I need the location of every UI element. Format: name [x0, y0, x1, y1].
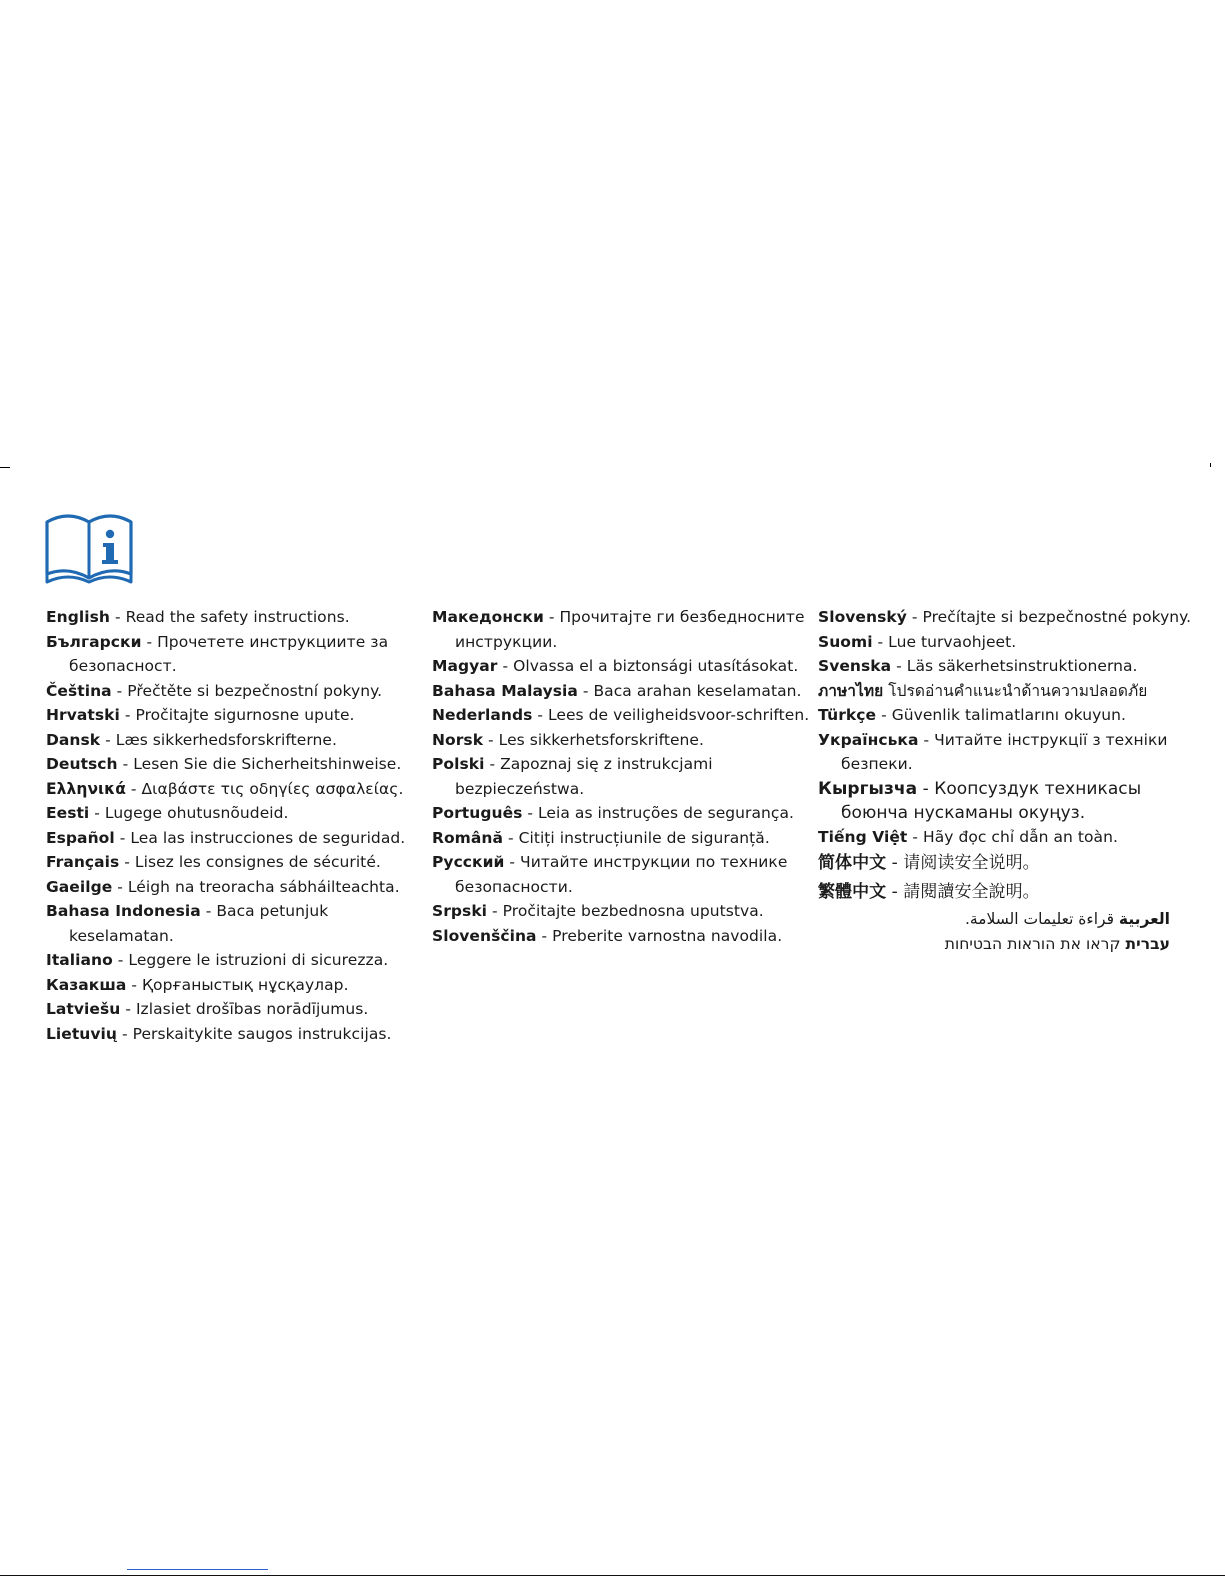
language-name: Українська [818, 730, 919, 749]
instruction-text: - Les sikkerhetsforskriftene. [483, 730, 704, 749]
instruction-text: - Přečtěte si bezpečnostní pokyny. [111, 681, 383, 700]
language-name: Кыргызча [818, 778, 918, 799]
instruction-text: - Preberite varnostna navodila. [536, 926, 783, 945]
entry-slovak [818, 605, 1198, 630]
language-name: Suomi [818, 632, 873, 651]
instruction-text: - Güvenlik talimatlarını okuyun. [876, 706, 1127, 724]
instruction-text: - Izlasiet drošības norādījumus. [120, 1000, 369, 1018]
entry-norwegian [432, 728, 812, 753]
language-name: Srpski [432, 902, 488, 920]
entry-greek [46, 777, 426, 802]
instruction-text: قراءة تعليمات السلامة. [964, 910, 1119, 928]
entry-latvian [46, 997, 426, 1022]
instruction-text: - Lesen Sie die Sicherheitshinweise. [117, 755, 402, 773]
entry-bulgarian [46, 630, 426, 679]
language-column-3 [818, 605, 1198, 956]
entry-indonesian [46, 899, 426, 948]
instruction-text: - Læs sikkerhedsforskrifterne. [100, 730, 337, 749]
instruction-text: - 請閱讀安全說明。 [886, 882, 1040, 902]
language-name: Slovenský [818, 608, 907, 626]
language-name: Русский [432, 853, 505, 871]
language-name: Magyar [432, 657, 498, 675]
language-name: Română [432, 828, 503, 847]
instruction-text: - Қорғаныстық нұсқаулар. [126, 975, 349, 994]
language-name: Tiếng Việt [818, 827, 908, 846]
entry-traditional-chinese [818, 878, 1198, 907]
entry-finnish [818, 630, 1198, 655]
entry-czech [46, 679, 426, 704]
entry-malay [432, 679, 812, 704]
entry-kyrgyz [818, 777, 1198, 825]
language-column-1 [46, 605, 426, 1046]
language-name: Português [432, 804, 523, 822]
entry-italian [46, 948, 426, 973]
language-name: ภาษาไทย [818, 681, 884, 700]
entry-simplified-chinese [818, 849, 1198, 878]
language-name: Latviešu [46, 1000, 121, 1018]
language-name: 繁體中文 [818, 882, 887, 902]
instruction-text: - Lue turvaohjeet. [872, 632, 1017, 651]
language-name: Bahasa Indonesia [46, 902, 201, 920]
entry-russian [432, 850, 812, 899]
language-name: Eesti [46, 804, 90, 822]
language-name: Čeština [46, 681, 112, 700]
language-name: Français [46, 853, 120, 871]
entry-kazakh [46, 973, 426, 998]
language-name: Nederlands [432, 706, 533, 724]
language-name: العربية [1118, 910, 1170, 928]
language-name: Polski [432, 755, 485, 773]
entry-thai [818, 679, 1198, 704]
instruction-text: - Lugege ohutusnõudeid. [89, 804, 289, 822]
entry-danish [46, 728, 426, 753]
instruction-text: - Pročitajte sigurnosne upute. [119, 706, 355, 724]
entry-irish [46, 875, 426, 900]
language-name: Български [46, 632, 142, 651]
language-name: Македонски [432, 608, 544, 626]
entry-english [46, 605, 426, 630]
language-name: עברית [1125, 934, 1170, 953]
entry-lithuanian [46, 1022, 426, 1047]
entry-german [46, 752, 426, 777]
footer-rule [0, 1575, 1225, 1576]
entry-slovenian [432, 924, 812, 949]
entry-turkish [818, 703, 1198, 728]
footer-link-underline [127, 1569, 268, 1570]
entry-dutch [432, 703, 812, 728]
instruction-text: - Прочитајте ги безбедносните инструкции. [455, 608, 805, 651]
instruction-text: - Prečítajte si bezpečnostné pokyny. [906, 608, 1192, 626]
instruction-text: - Hãy đọc chỉ dẫn an toàn. [907, 827, 1118, 846]
instruction-text: - Читайте инструкции по технике безопасности. [455, 853, 788, 896]
instruction-text: - Leia as instruções de segurança. [522, 804, 794, 822]
language-name: Español [46, 828, 115, 847]
language-name: Norsk [432, 730, 484, 749]
instruction-text: - Διαβάστε τις οδηγίες ασφαλείας. [125, 779, 404, 798]
language-name: Svenska [818, 657, 892, 675]
instruction-text: - Zapoznaj się z instrukcjami bezpieczeństwa. [455, 755, 713, 798]
instruction-text: - Читайте інструкції з техніки безпеки. [841, 730, 1168, 773]
instruction-text: - Léigh na treoracha sábháilteachta. [112, 877, 400, 896]
language-name: 简体中文 [818, 853, 887, 873]
language-name: Ελληνικά [46, 779, 126, 798]
language-name: Türkçe [818, 706, 877, 724]
instruction-text: - Citiți instrucțiunile de siguranță. [503, 828, 770, 847]
entry-ukrainian [818, 728, 1198, 777]
instruction-text: - Baca arahan keselamatan. [577, 681, 802, 700]
language-name: Bahasa Malaysia [432, 681, 578, 700]
language-name: English [46, 608, 110, 626]
language-name: Dansk [46, 730, 101, 749]
instruction-text: - Lea las instrucciones de seguridad. [114, 828, 406, 847]
instruction-text: โปรดอ่านคำแนะนำด้านความปลอดภัย [883, 681, 1148, 700]
entry-macedonian [432, 605, 812, 654]
entry-swedish [818, 654, 1198, 679]
instruction-text: - Lees de veiligheidsvoor-schriften. [532, 706, 810, 724]
open-book-info-icon [44, 512, 134, 586]
instruction-text: - Läs säkerhetsinstruktionerna. [891, 657, 1138, 675]
entry-vietnamese [818, 825, 1198, 850]
instruction-text: - 请阅读安全说明。 [886, 853, 1040, 873]
instruction-text: - Коопсуздук техникасы боюнча нускаманы окуңуз. [841, 778, 1142, 823]
crop-mark-left [0, 467, 10, 468]
instruction-text: - Perskaitykite saugos instrukcijas. [117, 1024, 392, 1043]
instruction-text: - Pročitajte bezbednosna uputstva. [487, 902, 764, 920]
instruction-text: - Read the safety instructions. [109, 608, 350, 626]
language-name: Gaeilge [46, 877, 113, 896]
entry-polish [432, 752, 812, 801]
crop-mark-right [1210, 463, 1211, 467]
instruction-text: - Baca petunjuk keselamatan. [69, 902, 329, 945]
language-column-2 [432, 605, 812, 948]
language-name: Italiano [46, 951, 113, 969]
language-name: Hrvatski [46, 706, 120, 724]
entry-croatian [46, 703, 426, 728]
entry-spanish [46, 826, 426, 851]
instruction-text: קראו את הוראות הבטיחות [944, 934, 1126, 953]
instruction-text: - Прочетете инструкциите за безопасност. [69, 632, 389, 675]
language-name: Lietuvių [46, 1024, 117, 1043]
entry-hungarian [432, 654, 812, 679]
entry-estonian [46, 801, 426, 826]
entry-romanian [432, 826, 812, 851]
language-name: Slovenščina [432, 926, 537, 945]
language-name: Казакша [46, 975, 127, 994]
entry-hebrew [818, 932, 1170, 957]
entry-french [46, 850, 426, 875]
instruction-text: - Lisez les consignes de sécurité. [119, 853, 381, 871]
entry-serbian [432, 899, 812, 924]
entry-portuguese [432, 801, 812, 826]
entry-arabic [818, 907, 1170, 932]
language-name: Deutsch [46, 755, 118, 773]
instruction-text: - Olvassa el a biztonsági utasításokat. [497, 657, 799, 675]
instruction-text: - Leggere le istruzioni di sicurezza. [112, 951, 389, 969]
